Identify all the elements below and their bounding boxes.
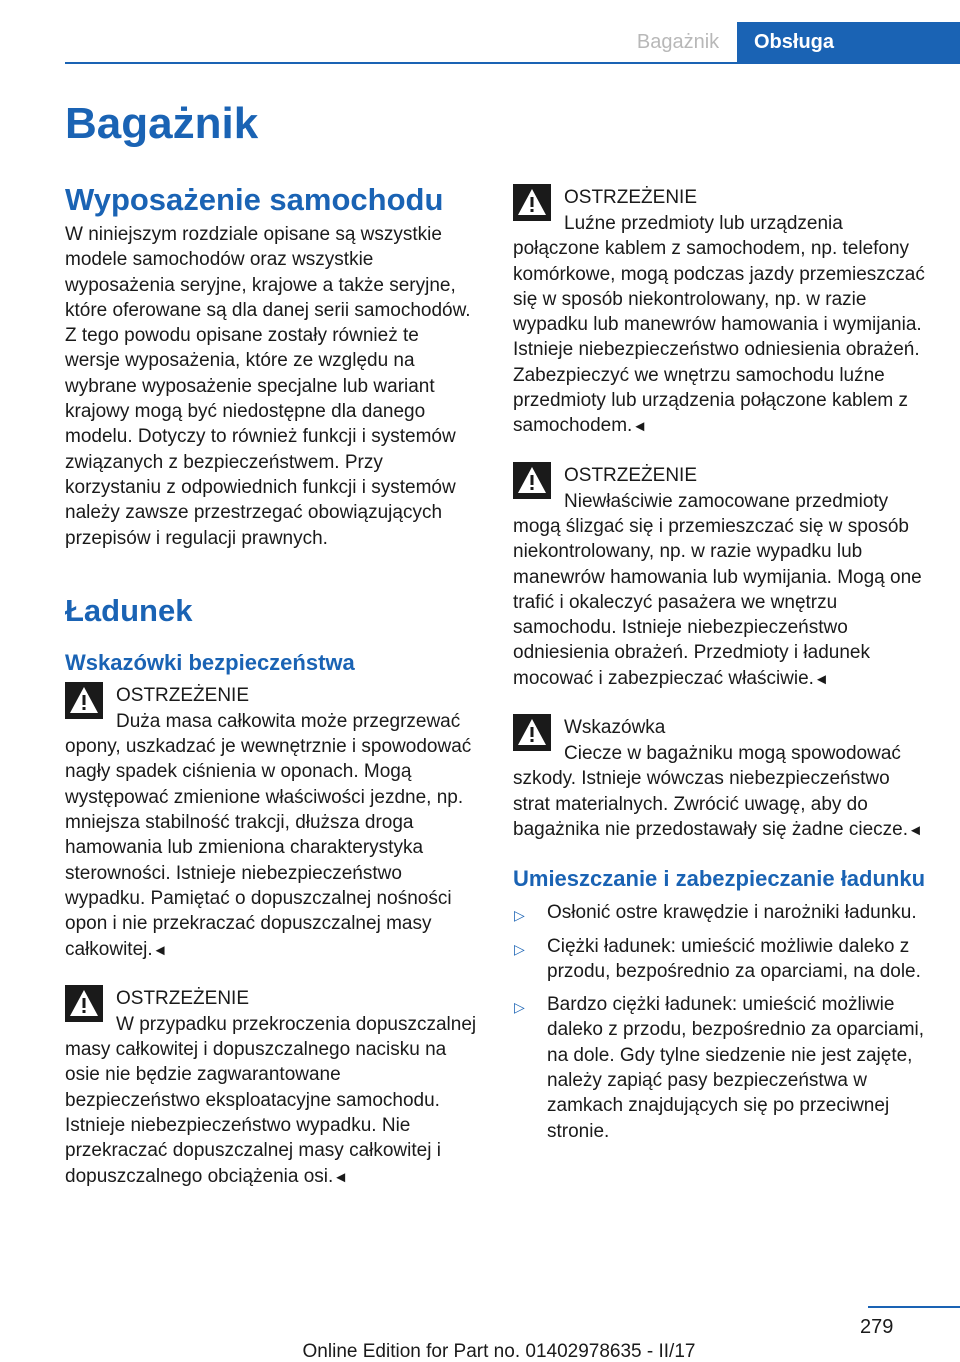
warning-triangle-icon [513,714,551,751]
list-item: ▷ Ciężki ładunek: umieścić możliwie daleko z przodu, bezpośrednio za oparciami, na dole. [514,935,921,982]
end-mark: ◄ [632,418,648,436]
heading-wskazowki: Wskazówki bezpieczeństwa [65,649,355,675]
heading-umieszczanie: Umieszczanie i zabezpieczanie ładunku [513,866,926,892]
footer-rule [868,1306,960,1308]
end-mark: ◄ [333,1168,349,1186]
warning-triangle-icon [513,462,551,499]
paragraph-wyposazenie: W niniejszym rozdziale opisane są wszystkie modele samochodów oraz wszystkie wyposażenia seryjne, krajowe a także seryjne, które oferowane są dla danej serii samochodów. Z tego powodu opisane zostały również te wersje wyposażenia, które ze względu na wybrane wyposażenie specjalne lub wariant krajowy mogą być niedostępne dla danego modelu. Dotyczy to również funkcji i systemów związanych z bezpieczeństwem. Przy korzystaniu z odpowiednich funkcji i systemów należy zawsze przestrzegać obowiązujących przepisów i regulacji prawnych. [65,224,471,549]
warning-text: Luźne przedmioty lub urządzenia połączone kablem z samochodem, np. telefony komórkowe, mogą podczas jazdy przemieszczać się w sposób niekontrolowany, np. w razie wypadku lub manewrów hamowania i wymijania. Istnieje niebezpieczeństwo odniesienia obrażeń. Zabezpieczyć we wnętrzu samochodu luźne przedmioty lub urządzenia połączone kablem z samochodem.◄ [513,213,925,437]
warning-triangle-icon [65,985,103,1022]
list-item: ▷ Bardzo ciężki ładunek: umieścić możliwie daleko z przodu, bezpośrednio za oparciami, na dole. Gdy tylne siedzenie nie jest zajęte, należy zapiąć pasy bezpieczeństwa w zamkach znajdujących się po przeciwnej stronie. [514,994,925,1142]
end-mark: ◄ [813,670,829,688]
bullet-triangle-icon: ▷ [514,940,525,957]
list-item: ▷ Osłonić ostre krawędzie i narożniki ładunku. [513,900,927,925]
edition-footer: Online Edition for Part no. 01402978635 - II/17 [302,1341,696,1362]
bullet-triangle-icon: ▷ [514,999,525,1016]
warning-title: OSTRZEŻENIE [116,684,250,706]
right-column [513,184,927,1152]
heading-ladunek: Ładunek [65,592,193,628]
warning-title: OSTRZEŻENIE [564,187,698,208]
warning-triangle-icon [65,682,103,719]
warning-block [513,462,927,692]
header-tab-bagaznik[interactable]: Bagażnik [636,31,720,53]
bullet-triangle-icon: ▷ [514,907,525,924]
warning-block [513,184,927,440]
notice-text: Ciecze w bagażniku mogą spowodować szkody. Istnieje wówczas niebezpieczeństwo strat materialnych. Zwrócić uwagę, aby do bagażnika nie przedostawały się żadne ciecze.◄ [513,743,923,840]
warning-block [65,682,478,963]
header-rule [65,62,960,64]
heading-wyposazenie: Wyposażenie samochodu [65,182,444,217]
header-tab-obsluga[interactable]: Obsługa [737,22,960,62]
warning-title: OSTRZEŻENIE [116,987,250,1009]
end-mark: ◄ [908,821,923,839]
bullet-list [513,900,927,1144]
warning-title: OSTRZEŻENIE [564,464,698,486]
warning-block [65,985,478,1190]
end-mark: ◄ [152,941,168,959]
notice-title: Wskazówka [564,717,666,739]
left-column [65,180,478,1190]
warning-triangle-icon [513,184,551,221]
page-number: 279 [860,1316,894,1338]
warning-text: Duża masa całkowita może przegrzewać opony, uszkadzać je wewnętrznie i spowodować nagły spadek ciśnienia w oponach. Mogą występować zmienione właściwości jezdne, np. mniejsza stabilność trakcji, dłuższa droga hamowania lub zmieniona charakterystyka sterowności. Istnieje niebezpieczeństwo wypadku. Pamiętać o dopuszczalnej nośności opon i nie przekraczać dopuszczalnej masy całkowitej.◄ [65,710,472,960]
page-title: Bagażnik [65,99,259,148]
notice-block [513,714,927,843]
warning-text: Niewłaściwie zamocowane przedmioty mogą ślizgać się i przemieszczać się w sposób niekontrolowany, np. w razie wypadku lub manewrów hamowania lub wymijania. Mogą one trafić i okaleczyć pasażera we wnętrzu samochodu. Istnieje niebezpieczeństwo odniesienia obrażeń. Przedmioty i ładunek mocować i zabezpieczać właściwie.◄ [513,490,922,689]
warning-text: W przypadku przekroczenia dopuszczalnej masy całkowitej i dopuszczalnego nacisku na osie nie będzie zagwarantowane bezpieczeństwo eksploatacyjne samochodu. Istnieje niebezpieczeństwo wypadku. Nie przekraczać dopuszczalnej masy całkowitej i dopuszczalnego obciążenia osi.◄ [65,1013,477,1187]
